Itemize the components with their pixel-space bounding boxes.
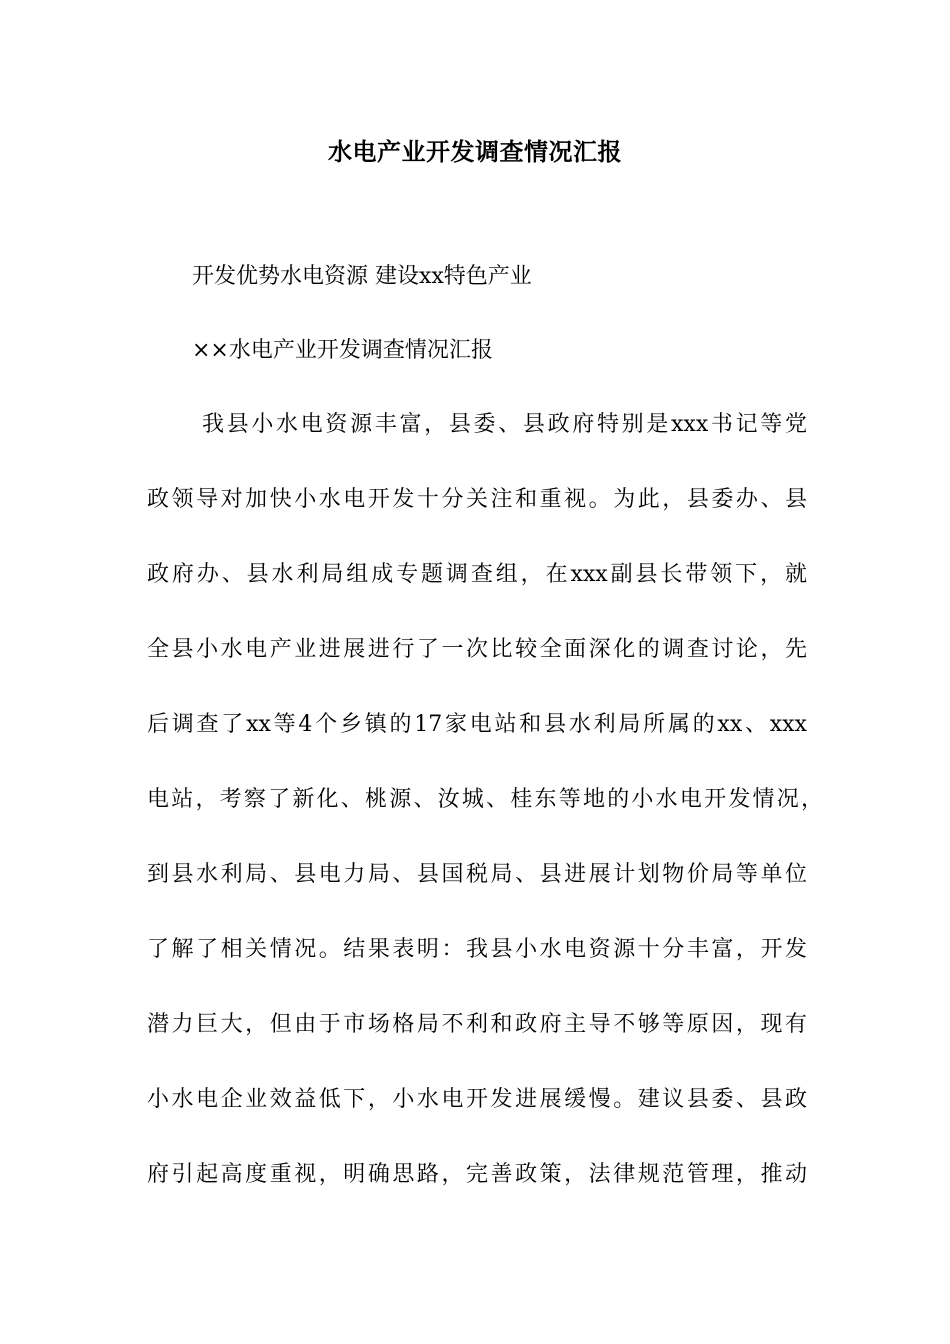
body-text-line: 我县小水电资源丰富，县委、县政府特别是xxx书记等党 [202,412,807,437]
body-text-line: 府引起高度重视，明确思路，完善政策，法律规范管理，推动 [147,1162,807,1187]
body-text-line: 政府办、县水利局组成专题调查组，在xxx副县长带领下，就 [147,562,807,587]
document-subheading: ××水电产业开发调查情况汇报 [192,338,493,363]
body-text-line: 后调查了xx等4个乡镇的17家电站和县水利局所属的xx、xxx [147,712,807,737]
document-title: 水电产业开发调查情况汇报 [328,137,622,166]
body-text-line: 政领导对加快小水电开发十分关注和重视。为此，县委办、县 [147,487,807,512]
document-subtitle: 开发优势水电资源 建设xx特色产业 [192,264,532,289]
body-text-line: 全县小水电产业进展进行了一次比较全面深化的调查讨论，先 [147,637,807,662]
body-text-line: 电站，考察了新化、桃源、汝城、桂东等地的小水电开发情况， [147,787,823,812]
body-text-line: 小水电企业效益低下，小水电开发进展缓慢。建议县委、县政 [147,1087,807,1112]
body-text-line: 潜力巨大，但由于市场格局不利和政府主导不够等原因，现有 [147,1012,807,1037]
body-text-line: 到县水利局、县电力局、县国税局、县进展计划物价局等单位 [147,862,807,887]
body-text-line: 了解了相关情况。结果表明：我县小水电资源十分丰富，开发 [147,937,807,962]
